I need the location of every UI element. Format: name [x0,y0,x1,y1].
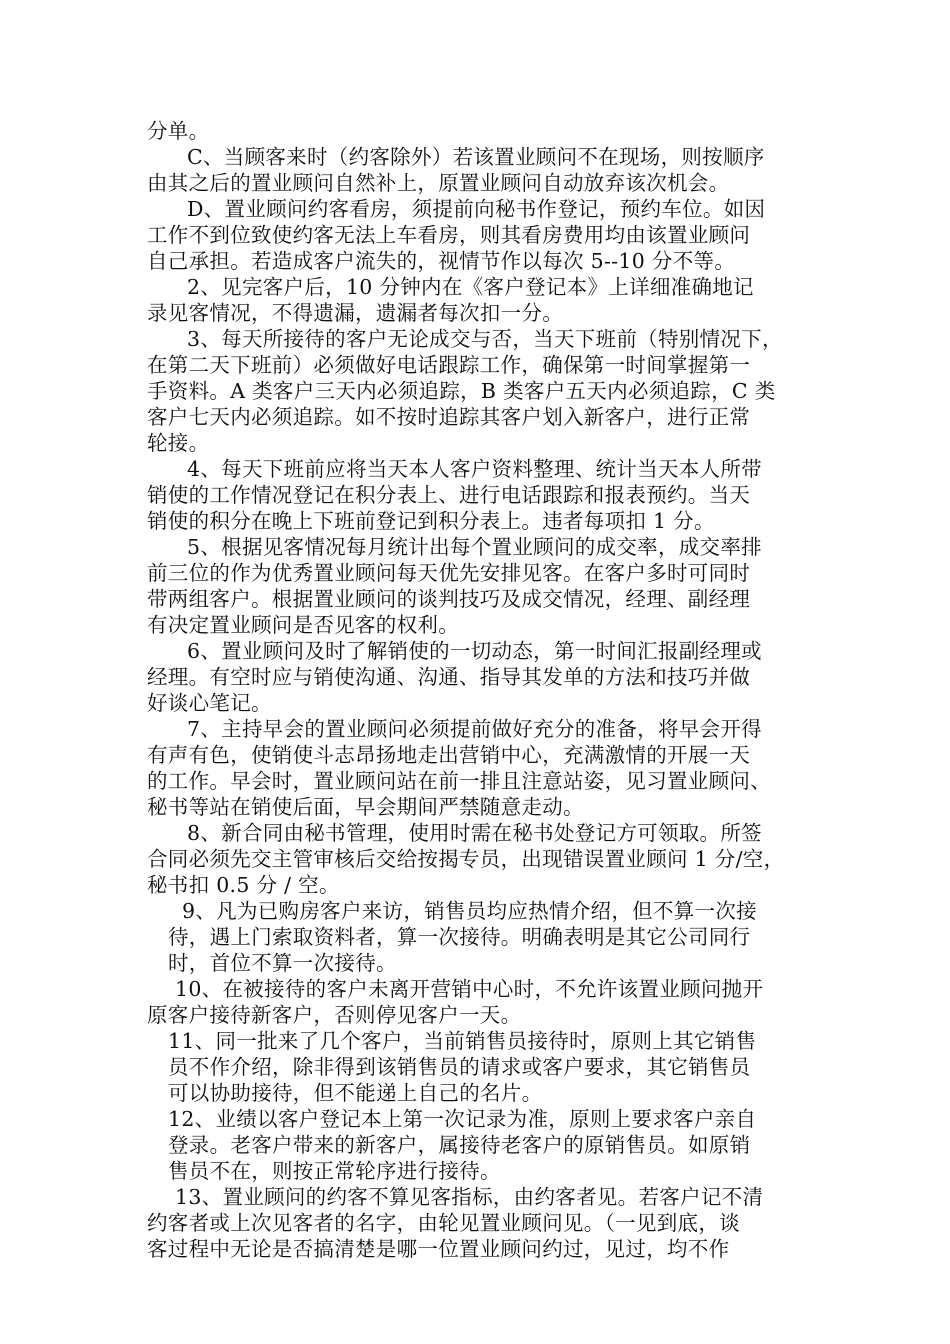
text-line: 原客户接待新客户，否则停见客户一天。 [147,1003,522,1027]
text-line: 7、主持早会的置业顾问必须提前做好充分的准备，将早会开得 [187,717,762,741]
text-line: 经理。有空时应与销使沟通、沟通、指导其发单的方法和技巧并做 [147,665,751,689]
text-line: 客户七天内必须追踪。如不按时追踪其客户划入新客户，进行正常 [147,405,751,429]
text-line: 分单。 [147,119,210,143]
text-line: 客过程中无论是否搞清楚是哪一位置业顾问约过，见过，均不作 [147,1237,730,1261]
text-line: 由其之后的置业顾问自然补上，原置业顾问自动放弃该次机会。 [147,171,730,195]
text-line: 手资料。A 类客户三天内必须追踪，B 类客户五天内必须追踪，C 类 [147,379,776,403]
text-line: 6、置业顾问及时了解销使的一切动态，第一时间汇报副经理或 [187,639,762,663]
text-line: 合同必须先交主管审核后交给按揭专员，出现错误置业顾问 1 分/空， [147,847,785,871]
text-line: 售员不在，则按正常轮序进行接待。 [168,1159,501,1183]
text-line: 2、见完客户后，10 分钟内在《客户登记本》上详细准确地记 [187,275,754,299]
text-line: 8、新合同由秘书管理，使用时需在秘书处登记方可领取。所签 [187,821,762,845]
text-line: 有声有色，使销使斗志昂扬地走出营销中心，充满激情的开展一天 [147,743,751,767]
text-line: 约客者或上次见客者的名字，由轮见置业顾问见。（一见到底，谈 [147,1211,740,1235]
text-line: 登录。老客户带来的新客户，属接待老客户的原销售员。如原销 [168,1133,751,1157]
text-line: 有决定置业顾问是否见客的权利。 [147,613,459,637]
text-line: 4、每天下班前应将当天本人客户资料整理、统计当天本人所带 [187,457,762,481]
text-line: 可以协助接待，但不能递上自己的名片。 [168,1081,543,1105]
text-line: 9、凡为已购房客户来访，销售员均应热情介绍，但不算一次接 [182,899,757,923]
text-line: 12、业绩以客户登记本上第一次记录为准，原则上要求客户亲自 [168,1107,757,1131]
text-line: 时，首位不算一次接待。 [168,951,397,975]
text-line: 轮接。 [147,431,210,455]
text-line: 秘书扣 0.5 分 / 空。 [147,873,340,897]
text-line: D、置业顾问约客看房，须提前向秘书作登记，预约车位。如因 [187,197,766,221]
text-line: 11、同一批来了几个客户，当前销售员接待时，原则上其它销售 [168,1029,757,1053]
text-line: C、当顾客来时（约客除外）若该置业顾问不在现场，则按顺序 [187,145,765,169]
text-line: 10、在被接待的客户未离开营销中心时，不允许该置业顾问抛开 [175,977,764,1001]
text-line: 自己承担。若造成客户流失的，视情节作以每次 5--10 分不等。 [147,249,736,273]
text-line: 销使的工作情况登记在积分表上、进行电话跟踪和报表预约。当天 [147,483,751,507]
text-line: 录见客情况，不得遗漏，遗漏者每次扣一分。 [147,301,563,325]
text-line: 销使的积分在晚上下班前登记到积分表上。违者每项扣 1 分。 [147,509,715,533]
text-line: 员不作介绍，除非得到该销售员的请求或客户要求，其它销售员 [168,1055,751,1079]
text-line: 前三位的作为优秀置业顾问每天优先安排见客。在客户多时可同时 [147,561,751,585]
text-line: 带两组客户。根据置业顾问的谈判技巧及成交情况，经理、副经理 [147,587,751,611]
text-line: 好谈心笔记。 [147,691,272,715]
text-line: 13、置业顾问的约客不算见客指标，由约客者见。若客户记不清 [175,1185,764,1209]
text-line: 3、每天所接待的客户无论成交与否，当天下班前（特别情况下， [187,327,783,351]
text-line: 的工作。早会时，置业顾问站在前一排且注意站姿，见习置业顾问、 [147,769,771,793]
text-line: 待，遇上门索取资料者，算一次接待。明确表明是其它公司同行 [168,925,751,949]
text-line: 工作不到位致使约客无法上车看房，则其看房费用均由该置业顾问 [147,223,751,247]
text-line: 秘书等站在销使后面，早会期间严禁随意走动。 [147,795,584,819]
text-line: 在第二天下班前）必须做好电话跟踪工作，确保第一时间掌握第一 [147,353,751,377]
text-line: 5、根据见客情况每月统计出每个置业顾问的成交率，成交率排 [187,535,762,559]
